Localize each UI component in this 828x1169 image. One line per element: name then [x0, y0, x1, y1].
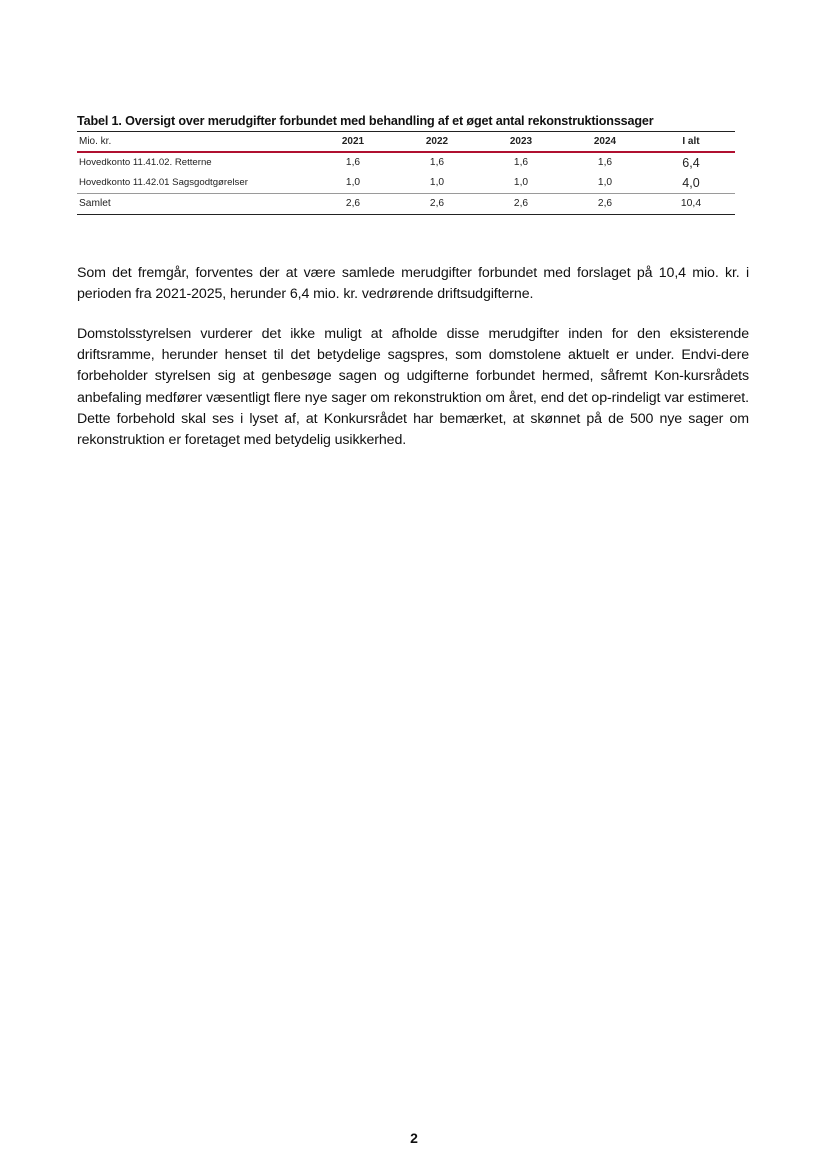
column-header-2022: 2022 [395, 132, 479, 153]
table-header-row [77, 132, 735, 153]
column-header-total: I alt [647, 132, 735, 153]
table-cell: 1,6 [513, 157, 529, 168]
expense-table [77, 131, 735, 215]
table-sum-row [77, 194, 735, 215]
row-total-cell: 10,4 [647, 194, 735, 215]
table-cell: 1,0 [479, 173, 563, 194]
table-caption: Tabel 1. Oversigt over merudgifter forbundet med behandling af et øget antal rekonstruktionssager [77, 114, 654, 128]
table-cell: 2,6 [311, 194, 395, 215]
row-label: Hovedkonto 11.42.01 Sagsgodtgørelser [77, 173, 311, 194]
table-row [77, 173, 735, 194]
table-cell: 1,0 [395, 173, 479, 194]
column-header-2021: 2021 [311, 132, 395, 153]
column-header-2024: 2024 [563, 132, 647, 153]
table-row [77, 152, 735, 173]
table-cell: 1,6 [597, 157, 613, 168]
table-cell: 2,6 [479, 194, 563, 215]
table-cell: 1,0 [311, 173, 395, 194]
table-cell: 1,6 [429, 157, 445, 168]
table-cell: 2,6 [563, 194, 647, 215]
table-cell: 2,6 [395, 194, 479, 215]
row-total-cell: 6,4 [682, 156, 700, 170]
table-cell: 1,0 [563, 173, 647, 194]
table-cell: 1,6 [345, 157, 361, 168]
row-label: Samlet [77, 194, 311, 215]
page-number: 2 [410, 1130, 418, 1146]
body-paragraph: Som det fremgår, forventes der at være samlede merudgifter forbundet med forslaget på 10,4 mio. kr. i perioden fra 2021-2025, herunder 6,4 mio. kr. vedrørende driftsudgifterne. [77, 265, 749, 303]
row-label: Hovedkonto 11.41.02. Retterne [79, 157, 212, 168]
body-paragraph: Domstolsstyrelsen vurderer det ikke muligt at afholde disse merudgifter inden for den eksisterende driftsramme, herunder henset til det betydelige sagspres, som domstolene aktuelt er under. Endvi-dere forbeholder styrelsen sig at genbesøge sagen og udgifterne forbundet hermed, såfremt Kon-kursrådets anbefaling medfører væsentligt flere nye sager om rekonstruktion om året, end det op-rindeligt var estimeret. Dette forbehold skal ses i lyset af, at Konkursrådet har bemærket, at skønnet på de 500 nye sager om rekonstruktion er foretaget med betydelig usikkerhed. [77, 326, 749, 449]
row-total-cell: 4,0 [647, 173, 735, 194]
unit-header: Mio. kr. [77, 132, 311, 153]
column-header-2023: 2023 [479, 132, 563, 153]
